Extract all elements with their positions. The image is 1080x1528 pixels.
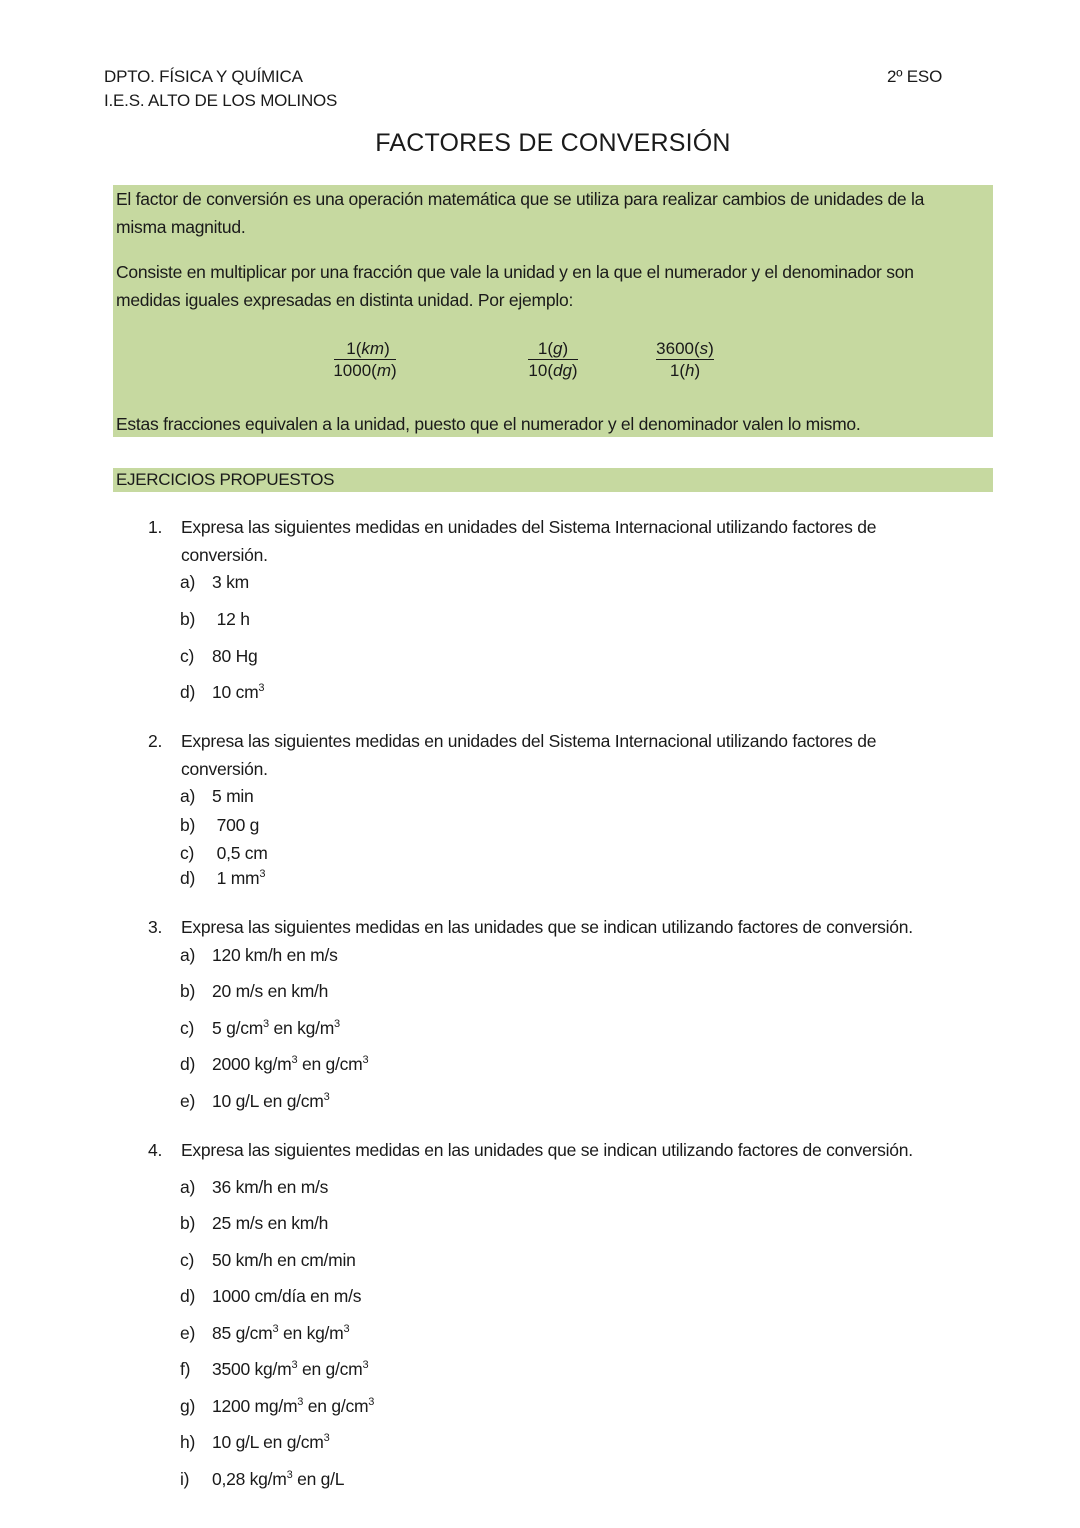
exercise-item: b) 700 g bbox=[180, 815, 260, 835]
exercise-item: c) 5 $g/cm^3$ en $kg/m^3$ bbox=[180, 1018, 340, 1038]
exercise-item: a) 120 km/h en m/s bbox=[180, 945, 338, 965]
exercise-item: d) 1 $mm^3$ bbox=[180, 868, 266, 888]
exercise-item: g) 1200 $mg/m^3$ en $g/cm^3$ bbox=[180, 1396, 375, 1416]
exercise-item: b) 20 m/s en km/h bbox=[180, 981, 329, 1001]
page-title: FACTORES DE CONVERSIÓN bbox=[375, 129, 731, 157]
exercise-item: c) 80 Hg bbox=[180, 646, 258, 666]
exercise-statement: Expresa las siguientes medidas en las unidades que se indican utilizando factores de conversión. bbox=[181, 917, 913, 937]
course-label: 2º ESO bbox=[887, 67, 943, 86]
exercise-item: a) 36 km/h en m/s bbox=[180, 1177, 329, 1197]
exercise-item: h) 10 g/L en $g/cm^3$ bbox=[180, 1432, 330, 1452]
section-header bbox=[113, 468, 993, 492]
intro-paragraph-1-line-1: El factor de conversión es una operación matemática que se utiliza para realizar cambios de unidades de la bbox=[116, 189, 925, 209]
exercise-item: c) 50 km/h en cm/min bbox=[180, 1250, 356, 1270]
intro-paragraph-2-line-1: Consiste en multiplicar por una fracción que vale la unidad y en la que el numerador y el denominador son bbox=[116, 262, 914, 282]
school-label: I.E.S. ALTO DE LOS MOLINOS bbox=[104, 91, 338, 110]
exercise-item: d) 1000 cm/día en m/s bbox=[180, 1286, 362, 1306]
intro-box bbox=[113, 185, 993, 437]
intro-paragraph-1-line-2: misma magnitud. bbox=[116, 217, 246, 237]
exercise-item: f) 3500 $kg/m^3$ en $g/cm^3$ bbox=[180, 1359, 369, 1379]
exercise-statement: Expresa las siguientes medidas en unidades del Sistema Internacional utilizando factores de conversión. bbox=[181, 517, 877, 565]
intro-paragraph-3: Estas fracciones equivalen a la unidad, puesto que el numerador y el denominador valen lo mismo. bbox=[116, 414, 861, 434]
exercise-number: 4. bbox=[148, 1140, 163, 1160]
exercise-item: d) 10 $cm^3$ bbox=[180, 682, 265, 702]
exercise-item: c) 0,5 cm bbox=[180, 843, 268, 863]
exercise-item: e) 85 $g/cm^3$ en $kg/m^3$ bbox=[180, 1323, 350, 1343]
exercise-item: b) 12 h bbox=[180, 609, 250, 629]
exercise-item: b) 25 m/s en km/h bbox=[180, 1213, 329, 1233]
exercise-item: a) 3 km bbox=[180, 572, 249, 592]
exercise-item: e) 10 g/L en $g/cm^3$ bbox=[180, 1091, 330, 1111]
department-label: DPTO. FÍSICA Y QUÍMICA bbox=[104, 67, 303, 86]
fraction-s-h: $\frac{3600(s)}{1(h)}$ bbox=[656, 339, 714, 380]
exercise-number: 1. bbox=[148, 517, 163, 537]
exercise-item: a) 5 min bbox=[180, 786, 254, 806]
fraction-g-dg: $\frac{1(g)}{10(dg)}$ bbox=[528, 339, 578, 380]
exercise-item: i) 0,28 $kg/m^3$ en g/L bbox=[180, 1469, 345, 1489]
exercise-number: 2. bbox=[148, 731, 163, 751]
exercise-number: 3. bbox=[148, 917, 163, 937]
exercise-statement: Expresa las siguientes medidas en unidades del Sistema Internacional utilizando factores de conversión. bbox=[181, 731, 877, 779]
exercise-item: d) 2000 $kg/m^3$ en $g/cm^3$ bbox=[180, 1054, 369, 1074]
fraction-km-m: $\frac{1(km)}{1000(m)}$ bbox=[333, 339, 397, 380]
section-title: EJERCICIOS PROPUESTOS bbox=[116, 470, 335, 489]
exercise-statement: Expresa las siguientes medidas en las unidades que se indican utilizando factores de conversión. bbox=[181, 1140, 913, 1160]
intro-paragraph-2-line-2: medidas iguales expresadas en distinta unidad. Por ejemplo: bbox=[116, 290, 574, 310]
